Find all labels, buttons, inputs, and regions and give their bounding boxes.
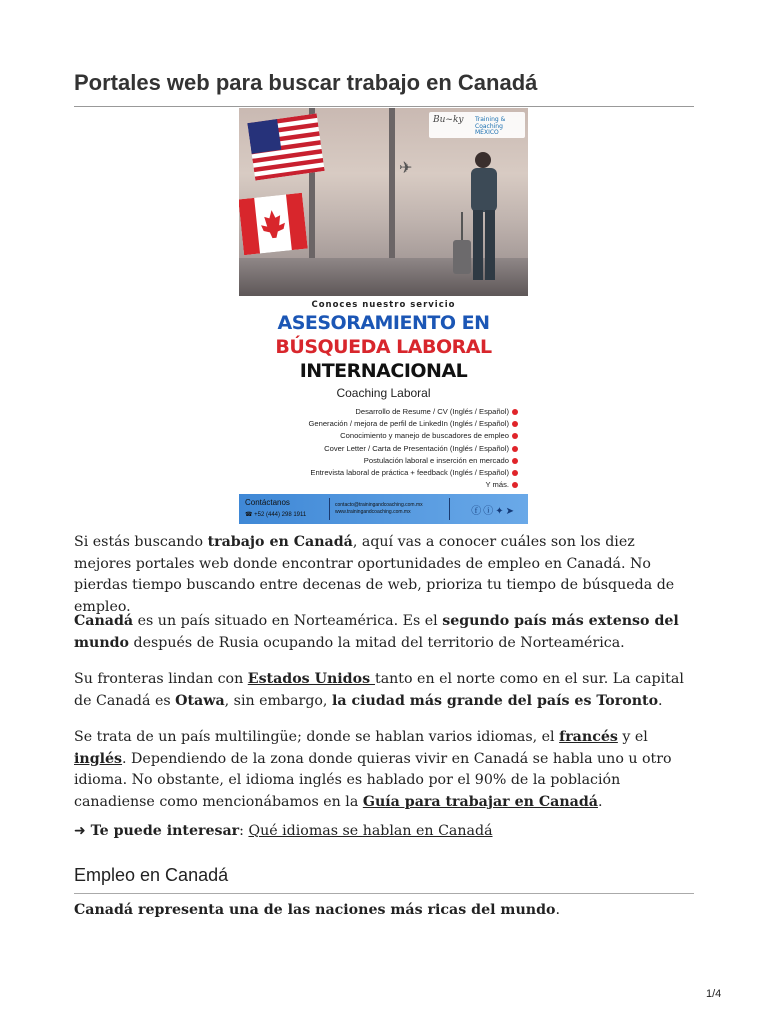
estados-unidos-link[interactable]: Estados Unidos (247, 671, 375, 687)
canada-location-paragraph: Canadá es un país situado en Norteamérica. Es el segundo país más extenso del mundo después de Rusia ocupando la mitad del territorio de Norteamérica. (74, 613, 679, 651)
contact-phone: ☎ +52 (444) 298 1911 (245, 512, 307, 518)
twitter-icon: ✦ (495, 506, 506, 517)
services-list (239, 406, 518, 491)
contact-email: contacto@trainingandcoaching.com.mx (335, 502, 423, 508)
canada-flag-icon (239, 193, 308, 255)
bullet-dot-icon (512, 482, 518, 488)
bullet-dot-icon (512, 409, 518, 415)
bullet-dot-icon (512, 446, 518, 452)
bullet-dot-icon (512, 433, 518, 439)
ad-headline-1: ASESORAMIENTO EN (277, 312, 490, 334)
contact-web: www.trainingandcoaching.com.mx (335, 508, 411, 515)
logo-country: MÉXICO (475, 129, 499, 137)
service-item: Postulación laboral e inserción en mercado (239, 455, 518, 467)
service-item: Conocimiento y manejo de buscadores de empleo (239, 430, 518, 442)
ad-kicker: Conoces nuestro servicio (311, 300, 456, 310)
facebook-icon: ⓕ (471, 506, 484, 517)
bullet-dot-icon (512, 458, 518, 464)
intro-paragraph: Si estás buscando trabajo en Canadá, aquí vas a conocer cuáles son los diez mejores portales web donde encontrar oportunidades de empleo en Canadá. No pierdas tiempo buscando entre decenas de web, prioriza tu tiempo de búsqueda de empleo. (74, 534, 675, 615)
section-divider (74, 893, 694, 894)
bullet-dot-icon (512, 470, 518, 476)
service-ad-image (239, 108, 528, 524)
phone-icon: ☎ (245, 512, 255, 518)
borders-paragraph: Su fronteras lindan con Estados Unidos tanto en el norte como en el sur. La capital de Canadá es Otawa, sin embargo, la ciudad más grande del país es Toronto. (74, 671, 684, 709)
ad-headline-2: BÚSQUEDA LABORAL (275, 336, 492, 358)
section-heading-empleo: Empleo en Canadá (74, 865, 229, 885)
logo-brand: Training & Coaching (475, 116, 506, 130)
arrow-right-icon: ➜ (74, 823, 86, 839)
traveler-silhouette (449, 148, 509, 296)
contact-divider (449, 498, 450, 520)
page-number: 1/4 (706, 988, 722, 1000)
frances-link[interactable]: francés (559, 729, 618, 745)
ad-headline-3: INTERNACIONAL (299, 360, 468, 382)
social-icons (471, 502, 516, 517)
service-item: Entrevista laboral de práctica + feedback (Inglés / Español) (239, 467, 518, 479)
service-item: Y más. (239, 479, 518, 491)
contact-email-web (335, 502, 423, 515)
contact-bar (239, 494, 528, 524)
usa-flag-icon (247, 113, 324, 180)
guia-trabajar-canada-link[interactable]: Guía para trabajar en Canadá (362, 793, 598, 810)
page-title: Portales web para buscar trabajo en Canadá (74, 70, 538, 95)
languages-paragraph: Se trata de un país multilingüe; donde se hablan varios idiomas, el francés y el inglés. Dependiendo de la zona donde quieras vivir en Canadá se habla uno u otro idioma. No obstante, el idioma inglés es hablado por el 90% de la población canadiense como mencionábamos en la Guía para trabajar en Canadá. (74, 729, 672, 810)
bullet-dot-icon (512, 421, 518, 427)
telegram-icon: ➤ (505, 506, 516, 517)
airplane-icon: ✈ (399, 158, 413, 177)
linkedin-icon: ⓘ (483, 506, 496, 517)
contact-label: Contáctanos (245, 498, 290, 507)
brand-logo (429, 112, 525, 138)
service-item: Cover Letter / Carta de Presentación (Inglés / Español) (239, 443, 518, 455)
title-divider (74, 106, 694, 107)
service-item: Desarrollo de Resume / CV (Inglés / Español) (239, 406, 518, 418)
idiomas-canada-link[interactable]: Qué idiomas se hablan en Canadá (248, 823, 493, 839)
ad-subheadline: Coaching Laboral (336, 386, 431, 400)
contact-divider (329, 498, 330, 520)
related-article-line: ➜ Te puede interesar: Qué idiomas se hablan en Canadá (74, 823, 493, 839)
ingles-link[interactable]: inglés (74, 750, 123, 767)
service-item: Generación / mejora de perfil de LinkedIn (Inglés / Español) (239, 418, 518, 430)
economy-paragraph: Canadá representa una de las naciones más ricas del mundo. (74, 902, 560, 918)
logo-script: Bu~ky (433, 115, 464, 125)
